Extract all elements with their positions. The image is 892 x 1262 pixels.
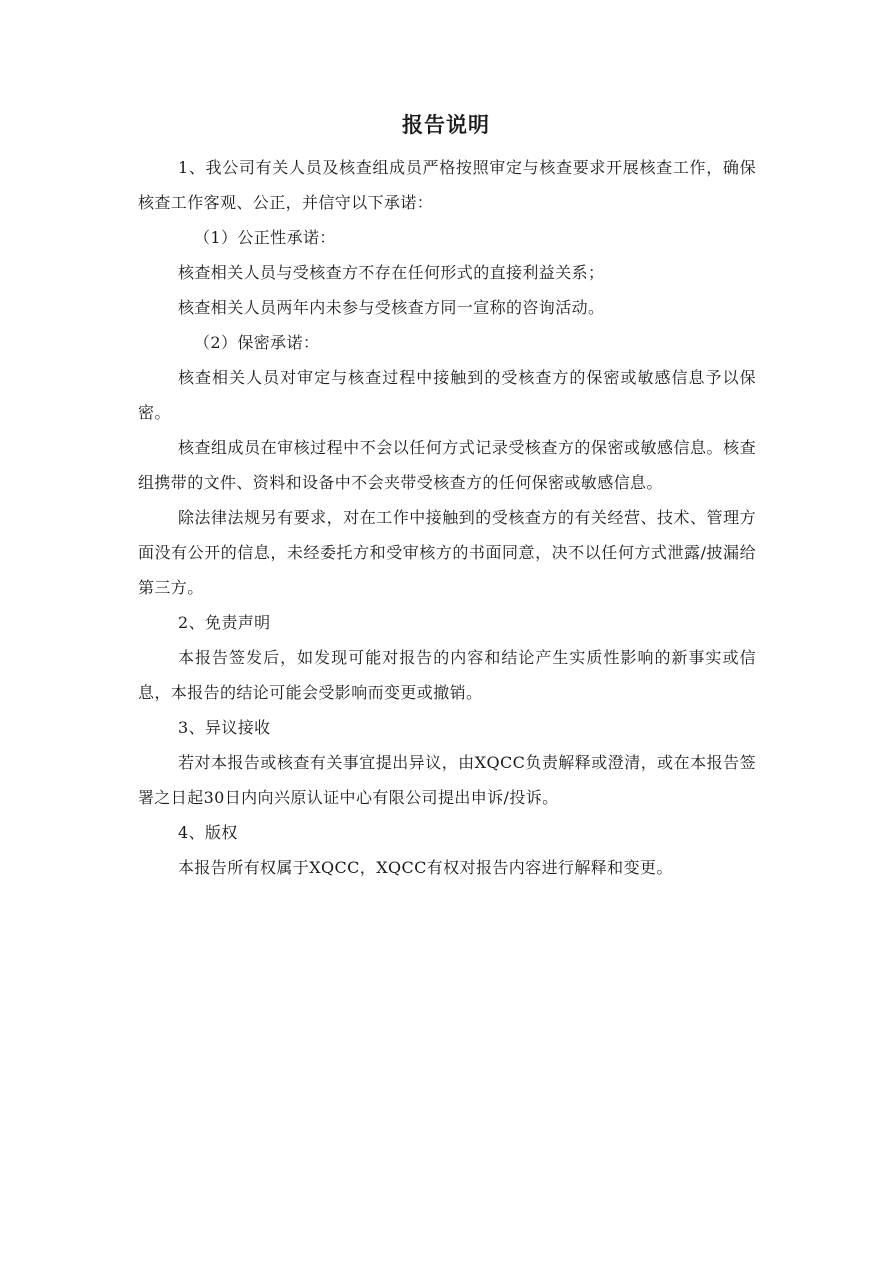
- paragraph-objection: 若对本报告或核查有关事宜提出异议，由XQCC负责解释或澄清，或在本报告签署之日起30日内向兴原认证中心有限公司提出申诉/投诉。: [138, 753, 756, 807]
- paragraph-copyright: 本报告所有权属于XQCC，XQCC有权对报告内容进行解释和变更。: [178, 858, 673, 877]
- paragraph-impartiality-1: 核查相关人员与受核查方不存在任何形式的直接利益关系；: [178, 263, 605, 282]
- document-body: [138, 150, 756, 885]
- heading-objection: 3、异议接收: [178, 718, 271, 737]
- paragraph-impartiality-2: 核查相关人员两年内未参与受核查方同一宣称的咨询活动。: [178, 298, 605, 317]
- paragraph-confidentiality-1: 核查相关人员对审定与核查过程中接触到的受核查方的保密或敏感信息予以保密。: [138, 368, 756, 422]
- page-title: 报告说明: [402, 113, 490, 137]
- paragraph-commitment-intro: 1、我公司有关人员及核查组成员严格按照审定与核查要求开展核查工作，确保核查工作客观、公正，并信守以下承诺：: [138, 158, 756, 212]
- heading-confidentiality: （2）保密承诺：: [194, 333, 320, 352]
- heading-disclaimer: 2、免责声明: [178, 613, 271, 632]
- heading-impartiality: （1）公正性承诺：: [194, 228, 336, 247]
- paragraph-confidentiality-2: 核查组成员在审核过程中不会以任何方式记录受核查方的保密或敏感信息。核查组携带的文件、资料和设备中不会夹带受核查方的任何保密或敏感信息。: [138, 438, 756, 492]
- paragraph-confidentiality-3: 除法律法规另有要求，对在工作中接触到的受核查方的有关经营、技术、管理方面没有公开的信息，未经委托方和受审核方的书面同意，决不以任何方式泄露/披漏给第三方。: [138, 508, 756, 597]
- paragraph-disclaimer: 本报告签发后，如发现可能对报告的内容和结论产生实质性影响的新事实或信息，本报告的结论可能会受影响而变更或撤销。: [138, 648, 756, 702]
- heading-copyright: 4、版权: [178, 823, 238, 842]
